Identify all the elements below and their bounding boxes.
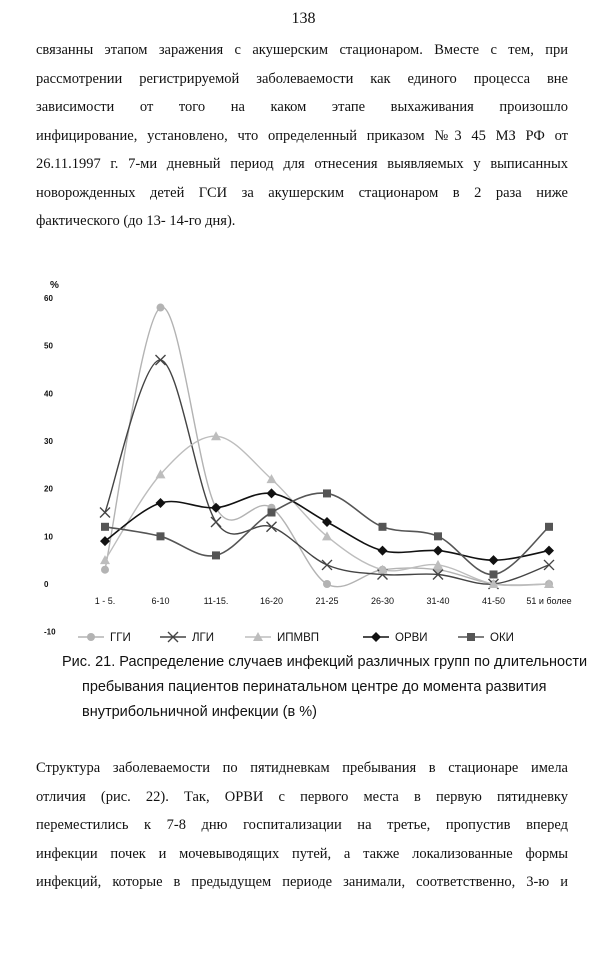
data-point-4 — [267, 488, 277, 498]
y-tick-label: 20 — [44, 484, 53, 494]
text-line: рассмотрении регистрируемой заболеваемости как единого процесса вне — [36, 70, 568, 87]
caption-line: Рис. 21. Распределение случаев инфекций различных групп по длительности — [62, 654, 588, 670]
x-tick-label: 21-25 — [315, 596, 339, 606]
y-axis-label: % — [50, 280, 59, 291]
chart-svg — [0, 270, 607, 650]
x-tick-label: 6-10 — [151, 596, 170, 606]
legend-marker — [87, 633, 95, 641]
line-chart — [0, 270, 607, 650]
y-tick-label: 30 — [44, 437, 53, 446]
x-tick-label: 1 - 5. — [94, 596, 116, 606]
legend-marker — [467, 633, 475, 641]
legend-label: ЛГИ — [192, 632, 215, 644]
x-tick-label: 16-20 — [259, 596, 284, 606]
text-line: 26.11.1997 г. 7-ми дневный период для отнесения выявляемых у выписанных — [36, 156, 568, 172]
series-line-2 — [105, 360, 549, 584]
data-point-2 — [100, 508, 110, 518]
y-tick-label: 0 — [44, 580, 49, 589]
text-line: Структура заболеваемости по пятидневкам пребывания в стационаре имела — [36, 760, 568, 776]
series-line-3 — [105, 436, 549, 585]
series-line-1 — [105, 307, 549, 587]
data-point-5 — [490, 570, 498, 578]
page-number: 138 — [291, 10, 316, 27]
text-line: инфекций, которые в предыдущем периоде занимали, соответственно, 3-ю и — [36, 874, 568, 890]
data-point-2 — [156, 355, 166, 365]
data-point-5 — [101, 523, 109, 531]
text-line: переместились к 7-8 дню госпитализации на третье, пропустив вперед — [36, 817, 568, 833]
figure-caption — [62, 650, 588, 725]
text-line: инфицирование, установлено, что определенный приказом №3 45 МЗ РФ от — [36, 127, 568, 144]
data-point-2 — [544, 560, 554, 570]
legend-marker — [371, 632, 381, 642]
x-tick-label: 41-50 — [481, 596, 506, 606]
paragraph-bottom — [36, 754, 568, 897]
data-point-1 — [157, 304, 165, 312]
legend-label: ОКИ — [490, 632, 514, 644]
data-point-5 — [212, 551, 220, 559]
x-tick-label: 31-40 — [426, 596, 450, 606]
text-line: фактического (до 13- 14-го дня). — [36, 213, 236, 229]
data-point-5 — [379, 523, 387, 531]
data-point-5 — [268, 509, 276, 517]
y-tick-label: -10 — [44, 627, 56, 637]
data-point-4 — [322, 517, 332, 527]
text-line: зависимости от того на каком этапе выхаживания произошло — [36, 99, 568, 115]
paragraph-top — [36, 36, 568, 236]
x-tick-label: 51 и более — [526, 596, 572, 606]
data-point-5 — [157, 532, 165, 540]
data-point-1 — [323, 580, 331, 588]
text-line: инфекции почек и мочевыводящих путей, а также локализованные формы — [36, 845, 568, 862]
legend-label: ОРВИ — [395, 632, 428, 644]
data-point-2 — [267, 522, 277, 532]
y-tick-label: 10 — [44, 532, 53, 542]
data-point-4 — [378, 546, 388, 556]
caption-line: внутрибольничной инфекции (в %) — [82, 704, 317, 720]
x-tick-label: 11-15. — [203, 596, 229, 606]
data-point-2 — [322, 560, 332, 570]
data-point-4 — [489, 555, 499, 565]
y-tick-label: 40 — [44, 389, 53, 399]
text-line: новорожденных детей ГСИ за акушерским стационаром в 2 раза ниже — [36, 184, 568, 201]
y-tick-label: 60 — [44, 294, 53, 303]
caption-line: пребывания пациентов перинатальном центре до момента развития — [82, 679, 547, 695]
data-point-5 — [434, 532, 442, 540]
text-line: связанны этапом заражения с акушерским стационаром. Вместе с тем, при — [36, 42, 568, 58]
text-line: отличия (рис. 22). Так, ОРВИ с первого места в первую пятидневку — [36, 788, 568, 805]
data-point-4 — [433, 546, 443, 556]
data-point-4 — [544, 546, 554, 556]
data-point-4 — [156, 498, 166, 508]
data-point-1 — [101, 566, 109, 574]
data-point-5 — [545, 523, 553, 531]
data-point-2 — [211, 517, 221, 527]
x-tick-label: 26-30 — [370, 596, 395, 606]
data-point-5 — [323, 489, 331, 497]
legend-label: ГГИ — [110, 632, 131, 644]
data-point-4 — [211, 503, 221, 513]
legend-label: ИПМВП — [277, 632, 320, 644]
data-point-3 — [100, 555, 110, 564]
y-tick-label: 50 — [44, 341, 53, 351]
